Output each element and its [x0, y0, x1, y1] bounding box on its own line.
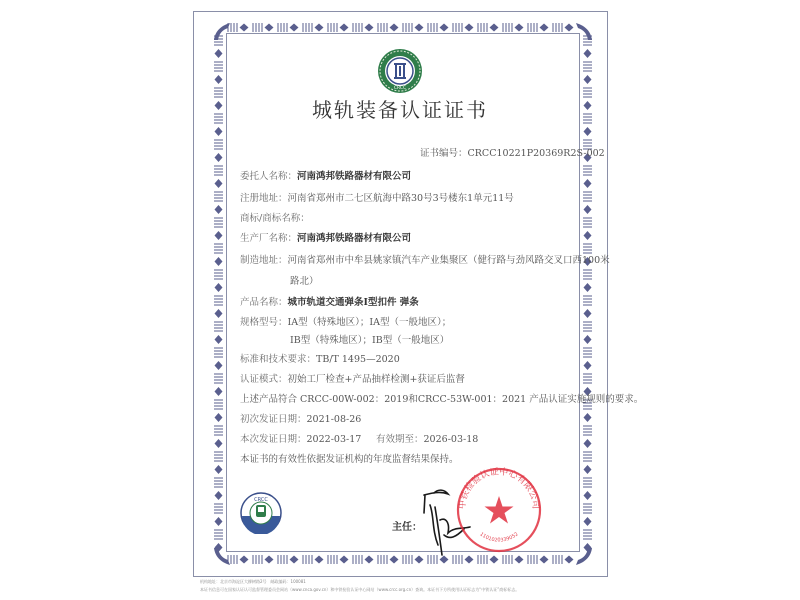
- footer-verification-note: 本证书信息可在国家认证认可监督管理委员会网站（www.cnca.gov.cn）和中铁检验认证中心网站（www.crcc.org.cn）查询。本证书下方所使用认证标志为“中铁认证”商标标志。: [200, 587, 520, 592]
- field-registered-address: [240, 190, 514, 204]
- field-manufacturing-address: [240, 252, 610, 266]
- field-valid-until: [376, 431, 478, 445]
- field-first-issue-date: [240, 411, 361, 425]
- field-product-name: [240, 294, 419, 308]
- field-label: 初次发证日期：: [240, 414, 307, 425]
- field-conformity-statement: [240, 391, 643, 405]
- field-value: 初始工厂检查+产品抽样检测+获证后监督: [287, 374, 465, 385]
- field-label: 产品名称：: [240, 297, 288, 308]
- field-value: 上述产品符合 CRCC-00W-002：2019和CRCC-53W-001：2021 产品认证实施规则的要求。: [240, 394, 644, 405]
- field-label: 委托人名称：: [240, 171, 298, 182]
- certificate-title: 城轨装备认证证书: [312, 98, 488, 122]
- svg-text:1101020339052: 1101020339052: [478, 531, 520, 544]
- field-value: 2021-08-26: [306, 414, 362, 425]
- decorative-border-bottom: [226, 554, 580, 565]
- field-manufacturer: [240, 230, 411, 244]
- field-trademark: [240, 210, 310, 224]
- field-label: 本次发证日期：: [240, 434, 307, 445]
- field-manufacturing-address-continued: [290, 273, 319, 287]
- field-value: 河南鸿邦铁路器材有限公司: [297, 171, 412, 182]
- field-value: 路北）: [290, 276, 319, 287]
- field-label: 规格型号：: [240, 317, 288, 328]
- field-label: 制造地址：: [240, 255, 288, 266]
- field-value: 本证书的有效性依据发证机构的年度监督结果保持。: [240, 454, 459, 465]
- field-entrusting-party: [240, 168, 411, 182]
- field-label: 注册地址：: [240, 193, 288, 204]
- field-current-issue-date: [240, 431, 361, 445]
- field-value: 河南省郑州市二七区航海中路30号3号楼东1单元11号: [287, 193, 514, 204]
- svg-text:CRCC: CRCC: [393, 86, 407, 91]
- svg-text:CRCC: CRCC: [254, 497, 268, 503]
- field-specification-continued: [290, 332, 449, 346]
- field-value: TB/T 1495—2020: [316, 354, 400, 365]
- crcc-emblem-icon: [377, 48, 423, 94]
- field-label: 有效期至：: [376, 434, 424, 445]
- certificate-number: [420, 145, 605, 159]
- field-validity-note: [240, 451, 459, 465]
- field-label: 标准和技术要求：: [240, 354, 317, 365]
- field-value: 河南鸿邦铁路器材有限公司: [297, 233, 412, 244]
- field-certification-mode: [240, 371, 465, 385]
- footer-address: 机构地址：北京市海淀区大柳树路2号 邮政编码：100081: [200, 579, 306, 584]
- field-specification: [240, 314, 451, 328]
- field-value: 河南省郑州市中牟县姚家镇汽车产业集聚区（健行路与劲风路交叉口西100米: [287, 255, 610, 266]
- field-value: ⅠA型（特殊地区）；ⅠA型（一般地区）；: [287, 317, 452, 328]
- field-label: 认证模式：: [240, 374, 288, 385]
- field-value: ⅠB型（特殊地区）；ⅠB型（一般地区）: [290, 335, 450, 346]
- decorative-border-top: [226, 22, 580, 33]
- field-label: 生产厂名称：: [240, 233, 298, 244]
- svg-text:中铁检验认证中心有限公司: 中铁检验认证中心有限公司: [457, 467, 541, 510]
- field-value: 城市轨道交通弹条Ⅰ型扣件 弹条: [287, 297, 419, 308]
- crcc-urban-rail-icon: [240, 492, 282, 534]
- field-label: 商标/商标名称：: [240, 213, 310, 224]
- official-seal-icon: [455, 466, 543, 554]
- field-value: 2026-03-18: [423, 434, 479, 445]
- field-standard: [240, 351, 400, 365]
- field-value: 2022-03-17: [306, 434, 362, 445]
- certificate-number-value: CRCC10221P20369R2S-002: [467, 148, 605, 159]
- director-label: 主任：: [392, 522, 422, 533]
- certificate-number-label: 证书编号：: [420, 148, 468, 159]
